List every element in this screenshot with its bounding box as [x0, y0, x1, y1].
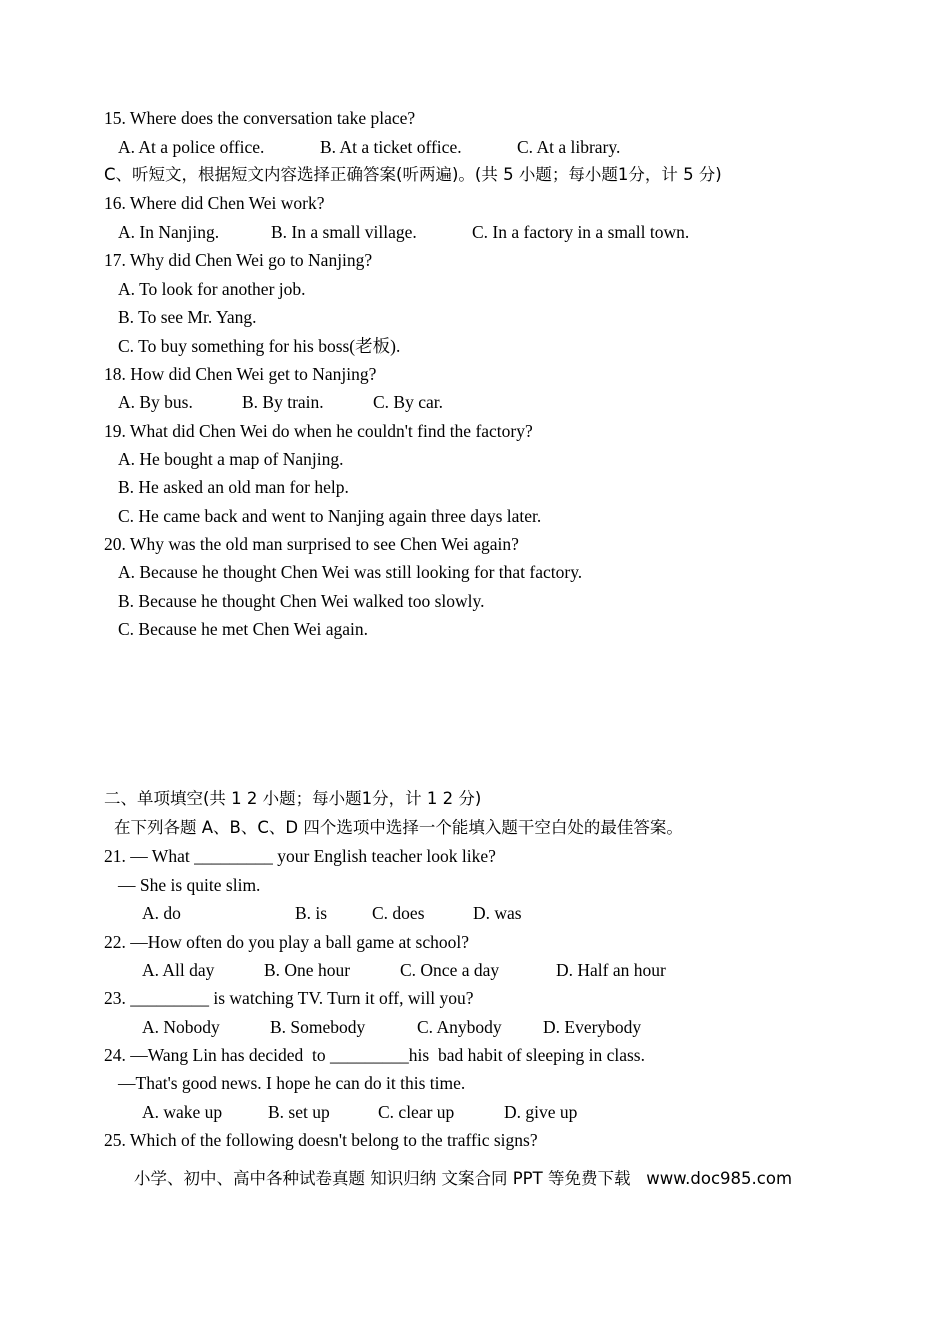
q24-option-b: B. set up — [268, 1102, 330, 1122]
q22-stem: 22. —How often do you play a ball game at school? — [104, 932, 469, 952]
q16-option-a: A. In Nanjing. — [118, 222, 220, 242]
q17-option-b: B. To see Mr. Yang. — [118, 307, 257, 327]
q18-option-b: B. By train. — [242, 392, 324, 412]
q22-option-d: D. Half an hour — [556, 960, 666, 980]
section-c-heading: C、听短文，根据短文内容选择正确答案(听两遍)。(共 5 小题；每小题1分，计 5 分) — [104, 165, 722, 184]
q21-option-d: D. was — [473, 903, 522, 923]
q16-option-b: B. In a small village. — [271, 222, 417, 242]
q23-stem: 23. _________ is watching TV. Turn it off, will you? — [104, 988, 474, 1008]
q17-option-a: A. To look for another job. — [118, 279, 306, 299]
q19-option-b: B. He asked an old man for help. — [118, 477, 349, 497]
q23-option-a: A. Nobody — [142, 1017, 220, 1037]
q15-option-a: A. At a police office. — [118, 137, 265, 157]
page-footer: 小学、初中、高中各种试卷真题 知识归纳 文案合同 PPT 等免费下载 www.doc985.com — [134, 1169, 793, 1188]
q21-stem: 21. — What _________ your English teacher look like? — [104, 846, 496, 866]
q21-option-b: B. is — [295, 903, 328, 923]
section-2-heading: 二、单项填空(共 1 2 小题；每小题1分，计 1 2 分) — [104, 789, 482, 808]
q22-option-b: B. One hour — [264, 960, 351, 980]
q23-option-d: D. Everybody — [543, 1017, 642, 1037]
q25-stem: 25. Which of the following doesn't belong to the traffic signs? — [104, 1130, 538, 1150]
q20-option-c: C. Because he met Chen Wei again. — [118, 619, 368, 639]
q16-stem: 16. Where did Chen Wei work? — [104, 193, 325, 213]
q23-option-b: B. Somebody — [270, 1017, 366, 1037]
q24-option-a: A. wake up — [142, 1102, 223, 1122]
q20-option-b: B. Because he thought Chen Wei walked too slowly. — [118, 591, 485, 611]
section-2-instruction: 在下列各题 A、B、C、D 四个选项中选择一个能填入题干空白处的最佳答案。 — [114, 818, 683, 837]
q24-reply: —That's good news. I hope he can do it this time. — [118, 1073, 466, 1093]
q18-option-a: A. By bus. — [118, 392, 193, 412]
q17-stem: 17. Why did Chen Wei go to Nanjing? — [104, 250, 373, 270]
q22-option-c: C. Once a day — [400, 960, 500, 980]
q18-option-c: C. By car. — [373, 392, 443, 412]
q21-reply: — She is quite slim. — [118, 875, 261, 895]
q20-option-a: A. Because he thought Chen Wei was still looking for that factory. — [118, 562, 583, 582]
q20-stem: 20. Why was the old man surprised to see Chen Wei again? — [104, 534, 519, 554]
q19-option-a: A. He bought a map of Nanjing. — [118, 449, 344, 469]
q24-stem: 24. —Wang Lin has decided to _________his bad habit of sleeping in class. — [104, 1045, 645, 1065]
q21-option-a: A. do — [142, 903, 181, 923]
q19-stem: 19. What did Chen Wei do when he couldn't find the factory? — [104, 421, 533, 441]
q24-option-c: C. clear up — [378, 1102, 455, 1122]
q17-option-c: C. To buy something for his boss(老板). — [118, 336, 401, 356]
q15-stem: 15. Where does the conversation take place? — [104, 108, 416, 128]
q18-stem: 18. How did Chen Wei get to Nanjing? — [104, 364, 377, 384]
q19-option-c: C. He came back and went to Nanjing again three days later. — [118, 506, 542, 526]
q16-option-c: C. In a factory in a small town. — [472, 222, 690, 242]
q24-option-d: D. give up — [504, 1102, 578, 1122]
q21-option-c: C. does — [372, 903, 425, 923]
q23-option-c: C. Anybody — [417, 1017, 502, 1037]
q15-option-b: B. At a ticket office. — [320, 137, 462, 157]
q22-option-a: A. All day — [142, 960, 215, 980]
q15-option-c: C. At a library. — [517, 137, 621, 157]
